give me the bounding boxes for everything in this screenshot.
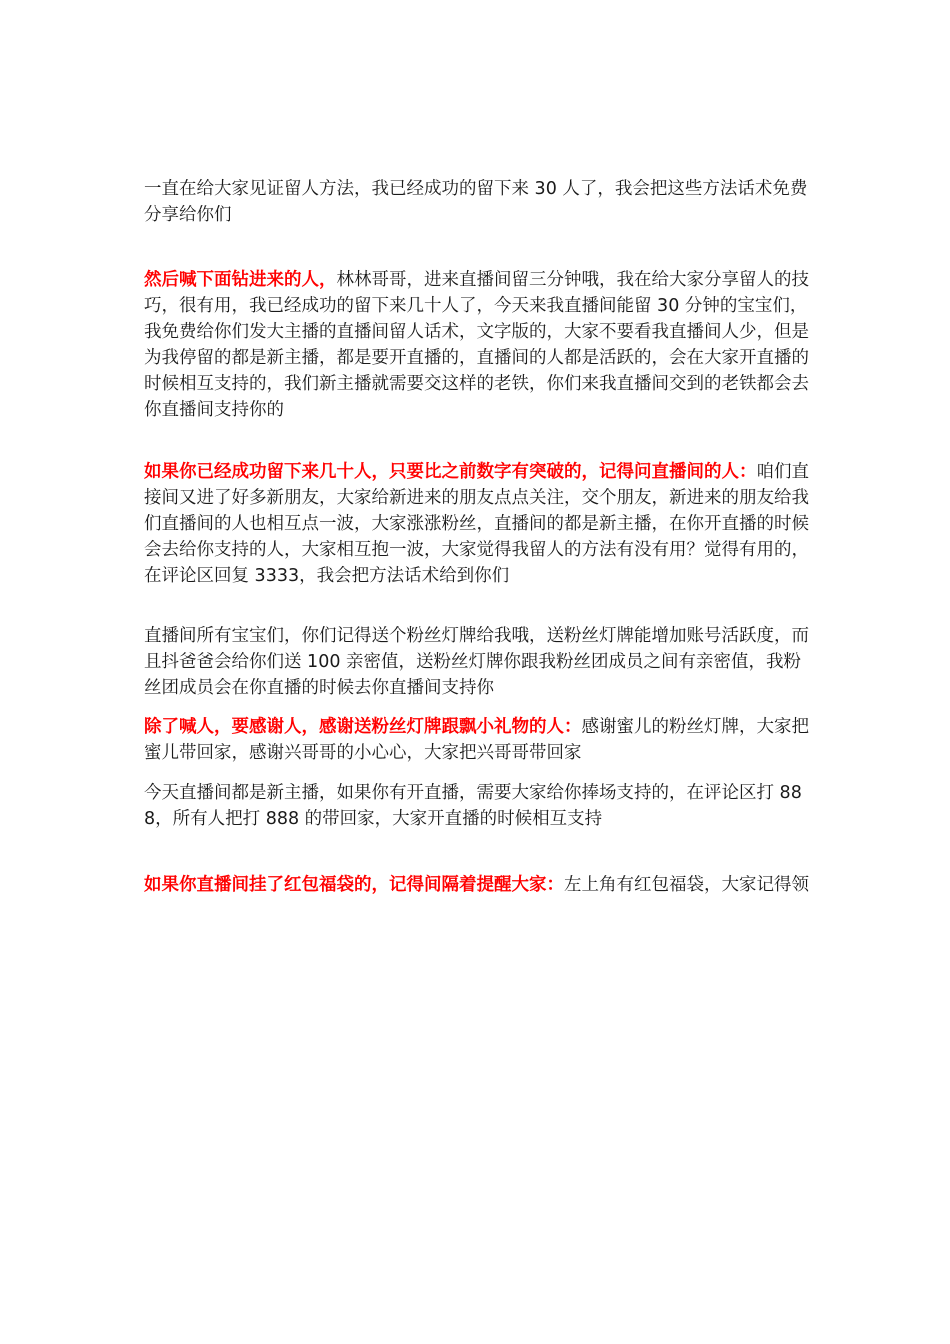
- paragraph-text: 感谢蜜儿的粉丝灯牌，大家把蜜儿带回家，感谢兴哥哥的小心心，大家把兴哥哥带回家: [144, 717, 809, 763]
- paragraph-highlight: 如果你已经成功留下来几十人，只要比之前数字有突破的，记得问直播间的人：: [144, 462, 757, 482]
- paragraph-highlight: 除了喊人，要感谢人，感谢送粉丝灯牌跟飘小礼物的人：: [144, 717, 582, 737]
- paragraph-text: 直播间所有宝宝们，你们记得送个粉丝灯牌给我哦，送粉丝灯牌能增加账号活跃度，而且抖爸爸会给你们送 100 亲密值，送粉丝灯牌你跟我粉丝团成员之间有亲密值，我粉丝团成员会在你直播的时候去你直播间支持你: [144, 626, 809, 698]
- paragraph-text: 左上角有红包福袋，大家记得领: [564, 875, 809, 895]
- paragraph-highlight: 如果你直播间挂了红包福袋的，记得间隔着提醒大家：: [144, 875, 564, 895]
- paragraph-call-newcomers: [144, 267, 812, 423]
- paragraph-thank-gifts: [144, 714, 812, 766]
- paragraph-intro: [144, 176, 812, 228]
- paragraph-breakthrough: [144, 459, 812, 589]
- paragraph-highlight: 然后喊下面钻进来的人，: [144, 270, 337, 290]
- paragraph-text: 咱们直接间又进了好多新朋友，大家给新进来的朋友点点关注，交个朋友，新进来的朋友给我们直播间的人也相互点一波，大家涨涨粉丝，直播间的都是新主播，在你开直播的时候会去给你支持的人，大家相互抱一波，大家觉得我留人的方法有没有用？觉得有用的，在评论区回复 3333，我会把方法话术给到你们: [144, 462, 809, 586]
- paragraph-red-envelope: [144, 872, 812, 898]
- paragraph-new-streamers: [144, 780, 812, 832]
- paragraph-text: 一直在给大家见证留人方法，我已经成功的留下来 30 人了，我会把这些方法话术免费分享给你们: [144, 179, 808, 225]
- paragraph-text: 今天直播间都是新主播，如果你有开直播，需要大家给你捧场支持的，在评论区打 888，所有人把打 888 的带回家，大家开直播的时候相互支持: [144, 783, 802, 829]
- paragraph-fan-badge: [144, 623, 812, 701]
- paragraph-text: 林林哥哥，进来直播间留三分钟哦，我在给大家分享留人的技巧，很有用，我已经成功的留下来几十人了，今天来我直播间能留 30 分钟的宝宝们，我免费给你们发大主播的直播间留人话术，文字版的，大家不要看我直播间人少，但是为我停留的都是新主播，都是要开直播的，直播间的人都是活跃的，会在大家开直播的时候相互支持的，我们新主播就需要交这样的老铁，你们来我直播间交到的老铁都会去你直播间支持你的: [144, 270, 809, 420]
